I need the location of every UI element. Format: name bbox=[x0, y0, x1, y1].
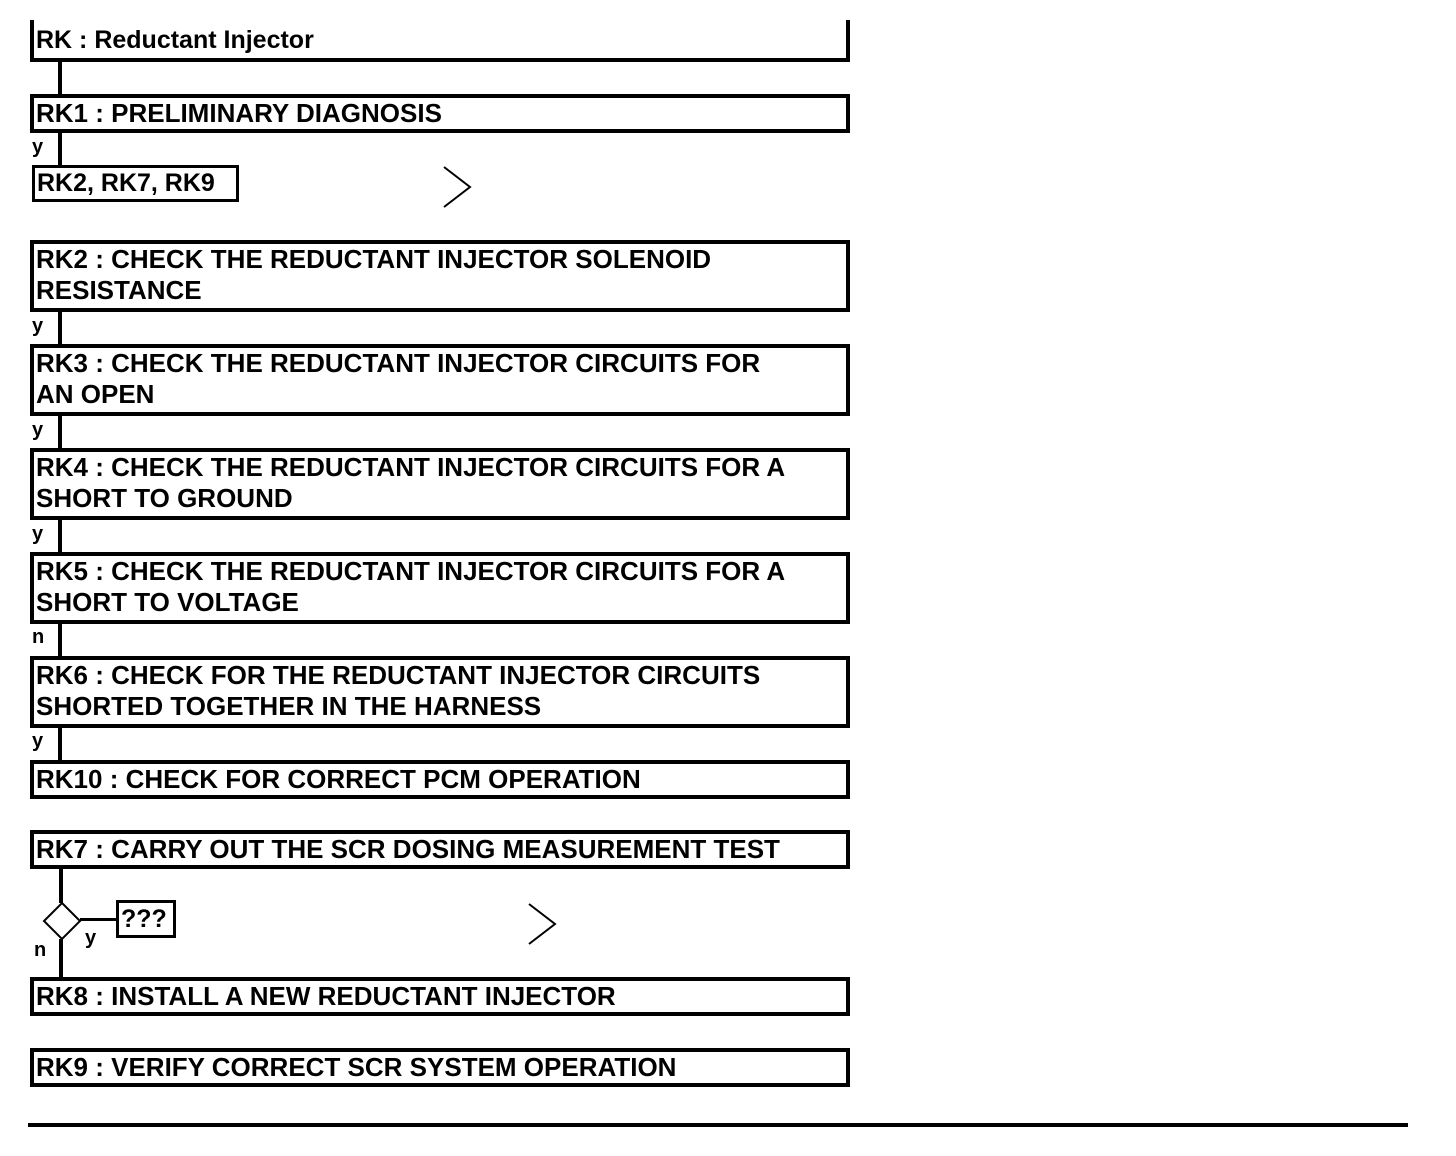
step-rk7[interactable] bbox=[30, 830, 850, 869]
connector-title-rk1 bbox=[58, 60, 62, 96]
step-rk1[interactable] bbox=[30, 94, 850, 133]
step-rk3-line1: RK3 : CHECK THE REDUCTANT INJECTOR CIRCUITS FOR bbox=[36, 348, 761, 378]
branch-label-decision-yes: y bbox=[85, 927, 97, 949]
decision-diamond-icon bbox=[42, 901, 82, 941]
step-rk6-line2: SHORTED TOGETHER IN THE HARNESS bbox=[36, 691, 542, 721]
step-rk9[interactable] bbox=[30, 1048, 850, 1087]
step-rk5-line2: SHORT TO VOLTAGE bbox=[36, 587, 299, 617]
step-rk3[interactable] bbox=[30, 344, 850, 416]
step-rk4[interactable] bbox=[30, 448, 850, 520]
connector-decision-rk8 bbox=[59, 939, 63, 979]
connector-rk1-links bbox=[58, 131, 62, 167]
step-rk7-label: RK7 : CARRY OUT THE SCR DOSING MEASUREMENT TEST bbox=[36, 834, 780, 864]
step-rk6-line1: RK6 : CHECK FOR THE REDUCTANT INJECTOR CIRCUITS bbox=[36, 660, 761, 690]
step-rk4-line2: SHORT TO GROUND bbox=[36, 483, 293, 513]
step-rk2-line2: RESISTANCE bbox=[36, 275, 202, 305]
connector-rk7-decision bbox=[59, 867, 63, 903]
step-rk8[interactable] bbox=[30, 977, 850, 1016]
step-rk10[interactable] bbox=[30, 760, 850, 799]
step-rk3-line2: AN OPEN bbox=[36, 379, 155, 409]
diagram-title bbox=[30, 20, 850, 62]
step-unknown-box[interactable] bbox=[116, 900, 176, 938]
step-links-box[interactable] bbox=[32, 165, 239, 202]
step-rk6[interactable] bbox=[30, 656, 850, 728]
branch-label-rk3: y bbox=[32, 419, 44, 441]
step-rk2-line1: RK2 : CHECK THE REDUCTANT INJECTOR SOLENOID bbox=[36, 244, 712, 274]
bottom-divider bbox=[28, 1123, 1408, 1127]
connector-rk6-rk10 bbox=[58, 726, 62, 762]
connector-decision-unknown bbox=[80, 918, 118, 921]
branch-label-rk4: y bbox=[32, 523, 44, 545]
branch-label-rk6: y bbox=[32, 730, 44, 752]
branch-label-rk5: n bbox=[32, 626, 45, 648]
branch-label-rk1: y bbox=[32, 136, 44, 158]
chevron-right-icon[interactable] bbox=[525, 900, 561, 948]
branch-label-rk2: y bbox=[32, 315, 44, 337]
step-rk4-line1: RK4 : CHECK THE REDUCTANT INJECTOR CIRCUITS FOR A bbox=[36, 452, 786, 482]
step-rk5[interactable] bbox=[30, 552, 850, 624]
connector-rk2-rk3 bbox=[58, 310, 62, 346]
connector-rk5-rk6 bbox=[58, 622, 62, 658]
step-links-label: RK2, RK7, RK9 bbox=[37, 169, 215, 197]
step-rk2[interactable] bbox=[30, 240, 850, 312]
step-rk1-label: RK1 : PRELIMINARY DIAGNOSIS bbox=[36, 98, 442, 128]
step-rk5-line1: RK5 : CHECK THE REDUCTANT INJECTOR CIRCUITS FOR A bbox=[36, 556, 786, 586]
connector-rk3-rk4 bbox=[58, 414, 62, 450]
diagram-title-text: RK : Reductant Injector bbox=[36, 26, 314, 54]
step-rk10-label: RK10 : CHECK FOR CORRECT PCM OPERATION bbox=[36, 764, 641, 794]
branch-label-decision-no: n bbox=[34, 939, 47, 961]
connector-rk4-rk5 bbox=[58, 518, 62, 554]
chevron-right-icon[interactable] bbox=[440, 163, 476, 211]
step-rk8-label: RK8 : INSTALL A NEW REDUCTANT INJECTOR bbox=[36, 981, 616, 1011]
step-unknown-label: ??? bbox=[121, 905, 167, 933]
step-rk9-label: RK9 : VERIFY CORRECT SCR SYSTEM OPERATION bbox=[36, 1052, 677, 1082]
